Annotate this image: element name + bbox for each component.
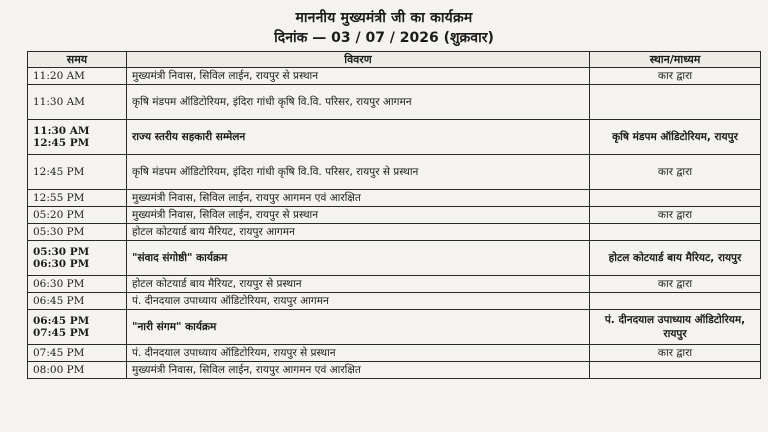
table-row bbox=[28, 362, 761, 379]
header-time: समय bbox=[28, 52, 127, 68]
description-cell: मुख्यमंत्री निवास, सिविल लाईन, रायपुर आगमन एवं आरक्षित bbox=[127, 362, 590, 379]
end-time: 06:30 PM bbox=[33, 258, 90, 270]
start-time: 11:20 AM bbox=[33, 70, 85, 82]
start-time: 05:20 PM bbox=[33, 209, 85, 221]
end-time: 07:45 PM bbox=[33, 327, 90, 339]
start-time: 11:30 AM bbox=[33, 96, 85, 108]
time-cell bbox=[28, 310, 127, 345]
start-time: 06:45 PM bbox=[33, 295, 85, 307]
table-row bbox=[28, 190, 761, 207]
place-cell bbox=[590, 362, 761, 379]
end-time: 12:45 PM bbox=[33, 137, 90, 149]
start-time: 08:00 PM bbox=[33, 364, 85, 376]
start-time: 05:30 PM bbox=[33, 226, 85, 238]
time-cell bbox=[28, 155, 127, 190]
start-time: 12:45 PM bbox=[33, 166, 85, 178]
place-cell: कार द्वारा bbox=[590, 155, 761, 190]
time-cell bbox=[28, 345, 127, 362]
description-cell: मुख्यमंत्री निवास, सिविल लाईन, रायपुर आगमन एवं आरक्षित bbox=[127, 190, 590, 207]
start-time: 12:55 PM bbox=[33, 192, 85, 204]
time-cell bbox=[28, 241, 127, 276]
time-cell bbox=[28, 85, 127, 120]
table-row bbox=[28, 120, 761, 155]
place-cell bbox=[590, 293, 761, 310]
table-row bbox=[28, 224, 761, 241]
start-time: 07:45 PM bbox=[33, 347, 85, 359]
table-row bbox=[28, 155, 761, 190]
time-cell bbox=[28, 224, 127, 241]
time-cell bbox=[28, 68, 127, 85]
description-cell: "नारी संगम" कार्यक्रम bbox=[127, 310, 590, 345]
time-cell bbox=[28, 207, 127, 224]
schedule-body bbox=[28, 68, 761, 379]
start-time: 06:45 PM bbox=[33, 315, 90, 327]
table-row bbox=[28, 85, 761, 120]
place-cell: पं. दीनदयाल उपाध्याय ऑडिटोरियम, रायपुर bbox=[590, 310, 761, 345]
place-cell bbox=[590, 85, 761, 120]
table-row bbox=[28, 207, 761, 224]
place-cell bbox=[590, 190, 761, 207]
start-time: 11:30 AM bbox=[33, 125, 90, 137]
description-cell: राज्य स्तरीय सहकारी सम्मेलन bbox=[127, 120, 590, 155]
time-cell bbox=[28, 293, 127, 310]
place-cell: कार द्वारा bbox=[590, 345, 761, 362]
start-time: 06:30 PM bbox=[33, 278, 85, 290]
schedule-table bbox=[27, 51, 761, 379]
description-cell: मुख्यमंत्री निवास, सिविल लाईन, रायपुर से प्रस्थान bbox=[127, 207, 590, 224]
place-cell: कार द्वारा bbox=[590, 276, 761, 293]
place-cell bbox=[590, 224, 761, 241]
time-cell bbox=[28, 362, 127, 379]
table-row bbox=[28, 241, 761, 276]
table-row bbox=[28, 293, 761, 310]
time-cell bbox=[28, 276, 127, 293]
table-row bbox=[28, 276, 761, 293]
description-cell: कृषि मंडपम ऑडिटोरियम, इंदिरा गांधी कृषि वि.वि. परिसर, रायपुर आगमन bbox=[127, 85, 590, 120]
description-cell: कृषि मंडपम ऑडिटोरियम, इंदिरा गांधी कृषि वि.वि. परिसर, रायपुर से प्रस्थान bbox=[127, 155, 590, 190]
time-cell bbox=[28, 190, 127, 207]
header-place: स्थान/माध्यम bbox=[590, 52, 761, 68]
date-line: दिनांक — 03 / 07 / 2026 (शुक्रवार) bbox=[274, 30, 494, 46]
header-description: विवरण bbox=[127, 52, 590, 68]
start-time: 05:30 PM bbox=[33, 246, 90, 258]
description-cell: पं. दीनदयाल उपाध्याय ऑडिटोरियम, रायपुर आगमन bbox=[127, 293, 590, 310]
description-cell: होटल कोटयार्ड बाय मैरियट, रायपुर आगमन bbox=[127, 224, 590, 241]
place-cell: कार द्वारा bbox=[590, 68, 761, 85]
table-row bbox=[28, 310, 761, 345]
place-cell: कार द्वारा bbox=[590, 207, 761, 224]
place-cell: होटल कोटयार्ड बाय मैरियट, रायपुर bbox=[590, 241, 761, 276]
table-header-row bbox=[28, 52, 761, 68]
description-cell: मुख्यमंत्री निवास, सिविल लाईन, रायपुर से प्रस्थान bbox=[127, 68, 590, 85]
description-cell: होटल कोटयार्ड बाय मैरियट, रायपुर से प्रस्थान bbox=[127, 276, 590, 293]
description-cell: पं. दीनदयाल उपाध्याय ऑडिटोरियम, रायपुर से प्रस्थान bbox=[127, 345, 590, 362]
time-cell bbox=[28, 120, 127, 155]
place-cell: कृषि मंडपम ऑडिटोरियम, रायपुर bbox=[590, 120, 761, 155]
table-row bbox=[28, 345, 761, 362]
table-row bbox=[28, 68, 761, 85]
description-cell: "संवाद संगोष्ठी" कार्यक्रम bbox=[127, 241, 590, 276]
document-title: माननीय मुख्यमंत्री जी का कार्यक्रम bbox=[295, 10, 473, 26]
